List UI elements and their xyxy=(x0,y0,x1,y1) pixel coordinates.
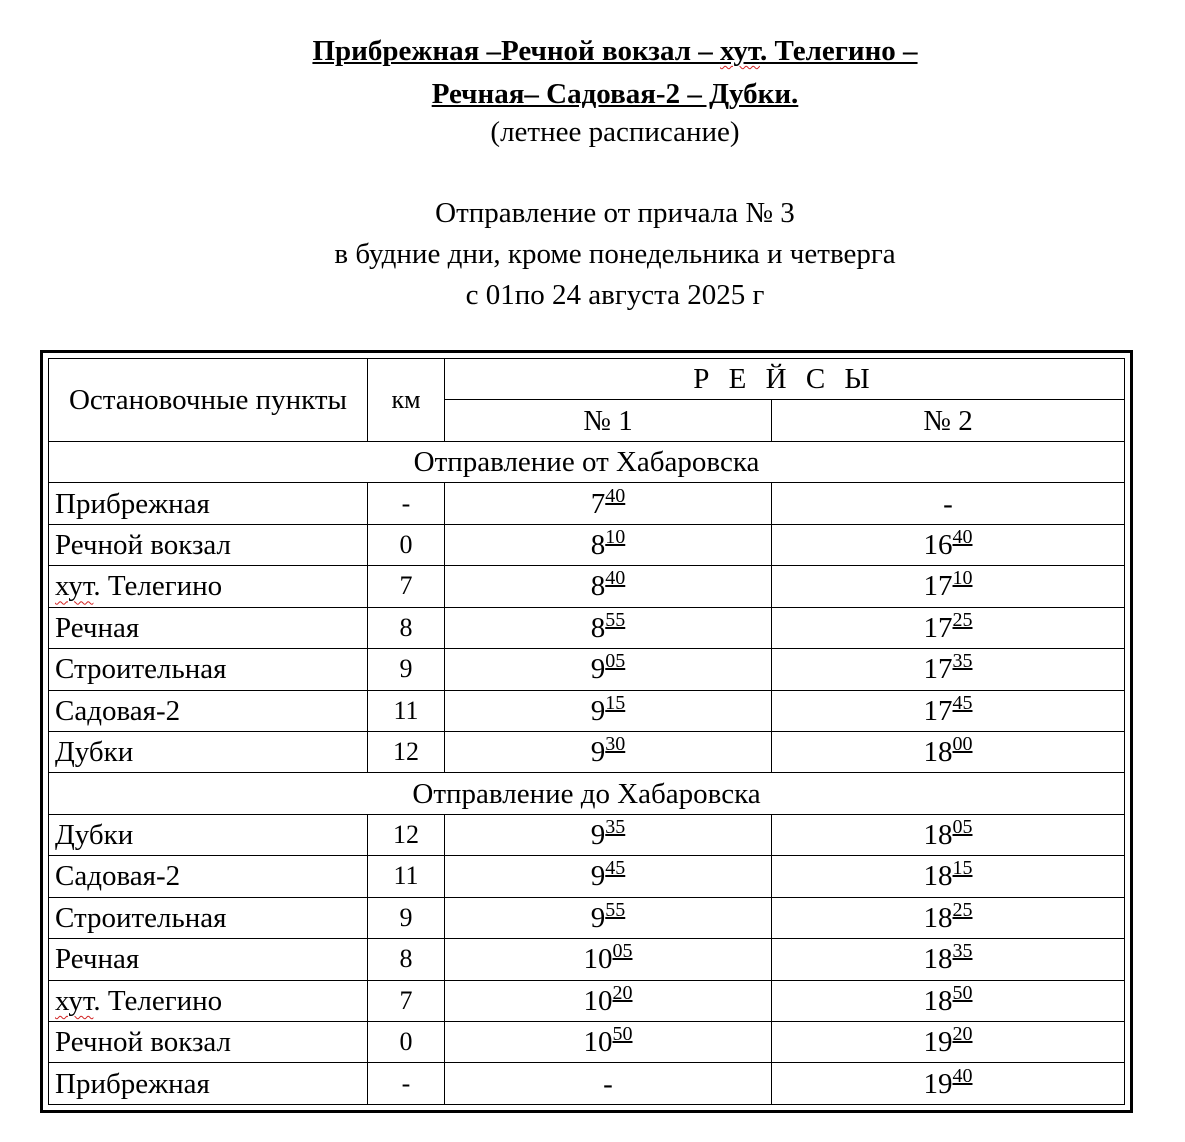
table-row xyxy=(49,649,1125,690)
trip-2-time xyxy=(772,814,1125,855)
trip-2-time xyxy=(772,690,1125,731)
section-title: Отправление от Хабаровска xyxy=(49,441,1125,482)
trip-2-time xyxy=(772,856,1125,897)
title-part-spellcheck: хут xyxy=(719,35,760,67)
subtitle: (летнее расписание) xyxy=(490,116,740,148)
trip-2-time: - xyxy=(772,483,1125,524)
trip-1-time xyxy=(445,566,772,607)
time-minutes: 45 xyxy=(952,691,973,714)
stop-name: Садовая-2 xyxy=(49,856,368,897)
time-hours: 9 xyxy=(590,694,606,727)
table-row xyxy=(49,524,1125,565)
time-hours: 10 xyxy=(583,984,613,1017)
time-minutes: 20 xyxy=(612,981,633,1004)
time-minutes: 20 xyxy=(952,1023,973,1046)
stop-name: Садовая-2 xyxy=(49,690,368,731)
stop-name: Дубки xyxy=(49,731,368,772)
time-minutes: 40 xyxy=(952,1064,973,1087)
trip-2-time xyxy=(772,939,1125,980)
header-trips: Р Е Й С Ы xyxy=(445,359,1125,400)
trip-1-time xyxy=(445,607,772,648)
trip-2-time xyxy=(772,524,1125,565)
stop-km: 0 xyxy=(368,1022,445,1063)
stop-name-spellcheck: хут xyxy=(55,984,94,1017)
stop-km: 7 xyxy=(368,566,445,607)
stop-name: Дубки xyxy=(49,814,368,855)
stop-name: Речная xyxy=(49,939,368,980)
stop-km: 0 xyxy=(368,524,445,565)
time-hours: 10 xyxy=(583,943,613,976)
trip-2-time xyxy=(772,607,1125,648)
schedule-table xyxy=(48,358,1125,1105)
trip-2-time xyxy=(772,1022,1125,1063)
schedule-frame xyxy=(40,350,1133,1113)
trip-1-time xyxy=(445,814,772,855)
stop-km: - xyxy=(368,483,445,524)
stop-name: Строительная xyxy=(49,897,368,938)
stop-km: 12 xyxy=(368,731,445,772)
time-minutes: 10 xyxy=(952,567,973,590)
header-row xyxy=(49,359,1125,400)
stop-km: - xyxy=(368,1063,445,1105)
trip-2-time xyxy=(772,1063,1125,1105)
stop-name: Речной вокзал xyxy=(49,524,368,565)
trip-1-time xyxy=(445,690,772,731)
time-hours: 18 xyxy=(923,984,953,1017)
header-km: км xyxy=(368,359,445,442)
time-minutes: 35 xyxy=(605,816,626,839)
trip-2-time xyxy=(772,980,1125,1021)
time-hours: 9 xyxy=(590,901,606,934)
time-hours: 9 xyxy=(590,736,606,769)
trip-2-time xyxy=(772,731,1125,772)
stop-name: Прибрежная xyxy=(49,483,368,524)
header-stops: Остановочные пункты xyxy=(49,359,368,442)
trip-2-time xyxy=(772,566,1125,607)
time-hours: 9 xyxy=(590,819,606,852)
stop-km: 9 xyxy=(368,649,445,690)
stop-km: 9 xyxy=(368,897,445,938)
time-minutes: 35 xyxy=(952,650,973,673)
trip-1-time xyxy=(445,524,772,565)
time-hours: 19 xyxy=(923,1067,953,1100)
title-line-1 xyxy=(0,32,1185,70)
time-hours: 18 xyxy=(923,901,953,934)
time-hours: 17 xyxy=(923,570,953,603)
time-minutes: 30 xyxy=(605,733,626,756)
time-hours: 9 xyxy=(590,653,606,686)
title-part: Прибрежная –Речной вокзал – xyxy=(312,35,720,67)
trip-2-time xyxy=(772,649,1125,690)
trip-1-time xyxy=(445,897,772,938)
trip-1-time xyxy=(445,1022,772,1063)
table-row xyxy=(49,939,1125,980)
days-note: в будние дни, кроме понедельника и четверга xyxy=(334,238,896,270)
time-minutes: 25 xyxy=(952,898,973,921)
time-minutes: 45 xyxy=(605,857,626,880)
time-minutes: 25 xyxy=(952,608,973,631)
time-minutes: 40 xyxy=(605,484,626,507)
section-row xyxy=(49,773,1125,814)
stop-km: 11 xyxy=(368,856,445,897)
header-trip-2: № 2 xyxy=(772,400,1125,441)
time-minutes: 40 xyxy=(605,567,626,590)
time-hours: 19 xyxy=(923,1026,953,1059)
time-minutes: 55 xyxy=(605,608,626,631)
table-row xyxy=(49,897,1125,938)
time-minutes: 50 xyxy=(612,1023,633,1046)
trip-1-time xyxy=(445,649,772,690)
stop-name-spellcheck: хут xyxy=(55,570,94,603)
section-row xyxy=(49,441,1125,482)
table-row xyxy=(49,1022,1125,1063)
stop-name: хут. Телегино xyxy=(49,566,368,607)
time-hours: 8 xyxy=(590,570,606,603)
date-range: с 01по 24 августа 2025 г xyxy=(465,279,765,311)
stop-km: 8 xyxy=(368,607,445,648)
departure-note: Отправление от причала № 3 xyxy=(435,197,795,229)
stop-km: 11 xyxy=(368,690,445,731)
table-row xyxy=(49,980,1125,1021)
time-hours: 18 xyxy=(923,736,953,769)
title-part: . Телегино – xyxy=(759,35,918,67)
table-row xyxy=(49,566,1125,607)
trip-1-time xyxy=(445,939,772,980)
time-minutes: 05 xyxy=(605,650,626,673)
time-minutes: 35 xyxy=(952,940,973,963)
time-hours: 18 xyxy=(923,943,953,976)
time-minutes: 05 xyxy=(612,940,633,963)
stop-name: Строительная xyxy=(49,649,368,690)
table-row xyxy=(49,731,1125,772)
time-hours: 18 xyxy=(923,860,953,893)
header-trip-1: № 1 xyxy=(445,400,772,441)
time-hours: 8 xyxy=(590,528,606,561)
time-minutes: 00 xyxy=(952,733,973,756)
time-hours: 9 xyxy=(590,860,606,893)
time-minutes: 05 xyxy=(952,816,973,839)
table-row xyxy=(49,814,1125,855)
table-row xyxy=(49,1063,1125,1105)
trip-1-time xyxy=(445,980,772,1021)
trip-1-time xyxy=(445,856,772,897)
time-hours: 7 xyxy=(590,487,606,520)
time-hours: 16 xyxy=(923,528,953,561)
trip-1-time: - xyxy=(445,1063,772,1105)
stop-name: хут. Телегино xyxy=(49,980,368,1021)
title-line-2: Речная– Садовая-2 – Дубки. xyxy=(431,78,799,110)
time-minutes: 50 xyxy=(952,981,973,1004)
time-hours: 17 xyxy=(923,694,953,727)
section-title: Отправление до Хабаровска xyxy=(49,773,1125,814)
table-row xyxy=(49,607,1125,648)
stop-km: 12 xyxy=(368,814,445,855)
time-hours: 10 xyxy=(583,1026,613,1059)
stop-km: 7 xyxy=(368,980,445,1021)
trip-1-time xyxy=(445,731,772,772)
time-minutes: 15 xyxy=(952,857,973,880)
time-hours: 18 xyxy=(923,819,953,852)
trip-2-time xyxy=(772,897,1125,938)
stop-name: Речная xyxy=(49,607,368,648)
stop-name: Прибрежная xyxy=(49,1063,368,1105)
time-minutes: 10 xyxy=(605,525,626,548)
table-row xyxy=(49,856,1125,897)
time-hours: 8 xyxy=(590,611,606,644)
time-minutes: 40 xyxy=(952,525,973,548)
time-minutes: 15 xyxy=(605,691,626,714)
time-hours: 17 xyxy=(923,653,953,686)
stop-name: Речной вокзал xyxy=(49,1022,368,1063)
time-minutes: 55 xyxy=(605,898,626,921)
stop-km: 8 xyxy=(368,939,445,980)
table-row xyxy=(49,483,1125,524)
time-hours: 17 xyxy=(923,611,953,644)
trip-1-time xyxy=(445,483,772,524)
table-row xyxy=(49,690,1125,731)
